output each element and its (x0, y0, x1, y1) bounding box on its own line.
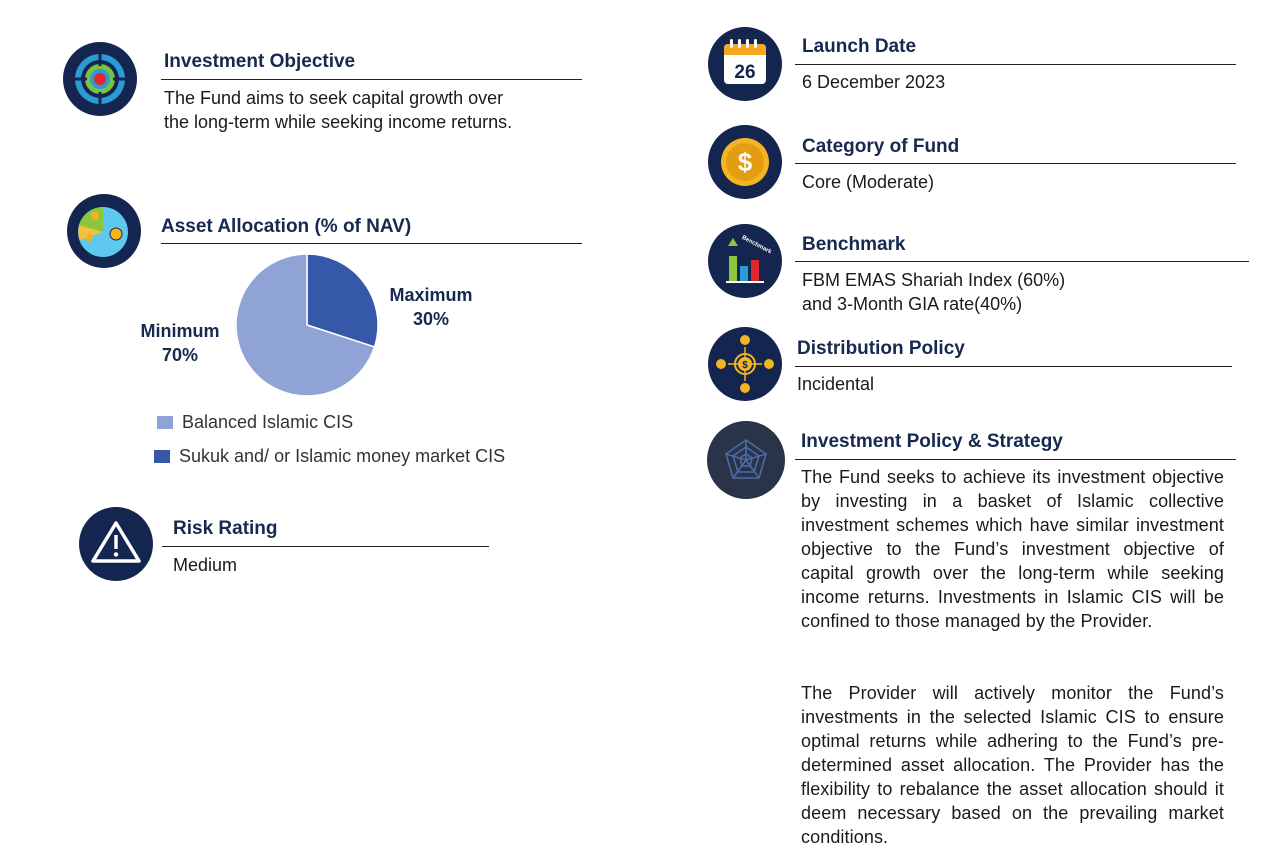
investment-objective-divider (161, 79, 582, 80)
distribution-value: Incidental (797, 374, 875, 394)
asset-allocation-divider (161, 243, 582, 244)
target-icon (63, 42, 137, 116)
category-value: Core (Moderate) (802, 172, 935, 192)
investment-objective-line-1: The Fund aims to seek capital growth over (164, 88, 504, 108)
distribution-title: Distribution Policy (797, 338, 965, 359)
legend-swatch-sukuk (154, 450, 170, 463)
benchmark-chart-icon (708, 224, 782, 298)
launch-date-divider (795, 64, 1236, 65)
asset-allocation-title: Asset Allocation (% of NAV) (161, 216, 412, 237)
pie-coins-icon (67, 194, 141, 268)
legend-item-sukuk (154, 446, 505, 467)
dollar-coin-icon (708, 125, 782, 199)
benchmark-line-2: and 3-Month GIA rate(40%) (802, 294, 1023, 314)
distribution-divider (795, 366, 1232, 367)
category-title: Category of Fund (802, 136, 960, 157)
legend-label-sukuk: Sukuk and/ or Islamic money market CIS (179, 446, 506, 466)
calendar-icon (708, 27, 782, 101)
policy-divider (795, 459, 1236, 460)
risk-rating-title: Risk Rating (173, 518, 278, 539)
calendar-day-number: 26 (734, 62, 756, 83)
policy-paragraph-2: The Provider will actively monitor the Fund’s investments in the selected Islamic CIS to ensure optimal returns while adhering to the Fund’s pre-determined asset allocation. The Provider has the flexibility to rebalance the asset allocation should it deem necessary based on the prevailing market conditions. (801, 683, 1224, 847)
warning-icon (79, 507, 153, 581)
risk-rating-value: Medium (173, 555, 238, 575)
pie-label-maximum (380, 283, 482, 331)
pie-label-minimum-text: Minimum (140, 321, 220, 341)
radar-web-icon (707, 421, 785, 499)
legend-swatch-balanced (157, 416, 173, 429)
benchmark-line-1: FBM EMAS Shariah Index (60%) (802, 270, 1066, 290)
category-divider (795, 163, 1236, 164)
pie-label-maximum-value: 30% (412, 309, 450, 329)
asset-allocation-pie-chart (230, 250, 384, 404)
launch-date-value: 6 December 2023 (802, 72, 946, 92)
policy-paragraph-1: The Fund seeks to achieve its investment objective by investing in a basket of Islamic collective investment schemes which have similar investment objective to the Fund’s investment objective of capital growth over the long-term while seeking income returns. Investments in Islamic CIS will be confined to those managed by the Provider. (801, 467, 1224, 631)
pie-label-maximum-text: Maximum (389, 285, 473, 305)
legend-label-balanced: Balanced Islamic CIS (182, 412, 354, 432)
investment-objective-line-2: the long-term while seeking income returns. (164, 112, 513, 132)
pie-label-minimum-value: 70% (161, 345, 199, 365)
investment-objective-title: Investment Objective (164, 51, 356, 72)
svg-text:$: $ (737, 147, 753, 177)
policy-title: Investment Policy & Strategy (801, 431, 1063, 452)
benchmark-icon-caption: Benchmark (740, 234, 773, 256)
distribution-coins-icon (708, 327, 782, 401)
risk-rating-divider (162, 546, 489, 547)
benchmark-divider (795, 261, 1249, 262)
legend-item-balanced (157, 412, 353, 433)
pie-label-minimum (130, 319, 230, 367)
svg-text:$: $ (742, 360, 748, 371)
benchmark-title: Benchmark (802, 234, 906, 255)
launch-date-title: Launch Date (802, 36, 917, 57)
